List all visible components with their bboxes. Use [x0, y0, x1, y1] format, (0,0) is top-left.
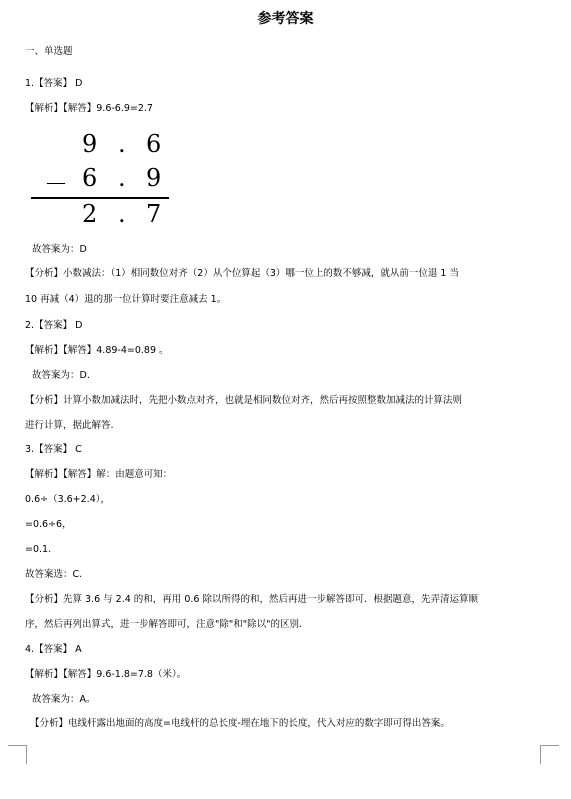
q3-step2: =0.6÷6， [25, 519, 72, 530]
difference-digit: 7 [146, 200, 162, 228]
q4-answer: 4.【答案】 A [25, 644, 82, 655]
q1-analysis-line2: 10 再减（4）退的那一位计算时要注意减去 1。 [25, 294, 227, 305]
q4-solution: 【解析】【解答】9.6-1.8=7.8（米）。 [25, 669, 187, 680]
q3-step1: 0.6÷（3.6+2.4）， [25, 494, 110, 505]
q4-analysis: 【分析】电线杆露出地面的高度=电线杆的总长度-埋在地下的长度，代入对应的数字即可得出答案。 [30, 718, 450, 729]
q1-answer: 1.【答案】 D [25, 78, 83, 89]
difference-digit: 2 [82, 200, 98, 228]
q1-conclusion: 故答案为：D [32, 244, 87, 255]
minuend-digit: 6 [146, 130, 162, 158]
subtrahend-point: . [118, 164, 126, 192]
q3-conclusion: 故答案选：C. [25, 569, 83, 580]
q4-conclusion: 故答案为：A。 [32, 694, 96, 705]
difference-point: . [118, 200, 126, 228]
q3-solution: 【解析】【解答】解：由题意可知： [25, 469, 173, 480]
q1-solution: 【解析】【解答】9.6-6.9=2.7 [25, 103, 153, 114]
section-heading: 一、单选题 [25, 46, 73, 57]
minuend-digit: 9 [82, 130, 98, 158]
q2-answer: 2.【答案】 D [25, 320, 83, 331]
page-corner-mark-right [540, 745, 559, 764]
q3-answer: 3.【答案】 C [25, 444, 82, 455]
page-corner-mark-left [8, 745, 27, 764]
minuend-point: . [118, 130, 126, 158]
q2-analysis-line1: 【分析】计算小数加减法时，先把小数点对齐，也就是相同数位对齐，然后再按照整数加减法的计算法则 [25, 395, 463, 406]
q3-analysis-line1: 【分析】先算 3.6 与 2.4 的和，再用 0.6 除以所得的和，然后再进一步解答即可．根据题意，先弄清运算顺 [25, 594, 478, 605]
q3-analysis-line2: 序，然后再列出算式，进一步解答即可，注意"除"和"除以"的区别． [25, 619, 309, 630]
q1-analysis-line1: 【分析】小数减法：（1）相同数位对齐（2）从个位算起（3）哪一位上的数不够减，就从前一位退 1 当 [25, 268, 459, 279]
q3-step3: =0.1. [25, 544, 52, 555]
q2-solution: 【解析】【解答】4.89-4=0.89 。 [25, 345, 169, 356]
q2-analysis-line2: 进行计算，据此解答. [25, 420, 114, 431]
vertical-subtraction [28, 130, 173, 230]
q2-conclusion: 故答案为：D. [32, 370, 90, 381]
subtrahend-digit: 9 [146, 164, 162, 192]
page-title: 参考答案 [257, 11, 314, 27]
sum-rule [31, 197, 169, 199]
subtrahend-digit: 6 [82, 164, 98, 192]
minus-sign: － [44, 170, 68, 198]
